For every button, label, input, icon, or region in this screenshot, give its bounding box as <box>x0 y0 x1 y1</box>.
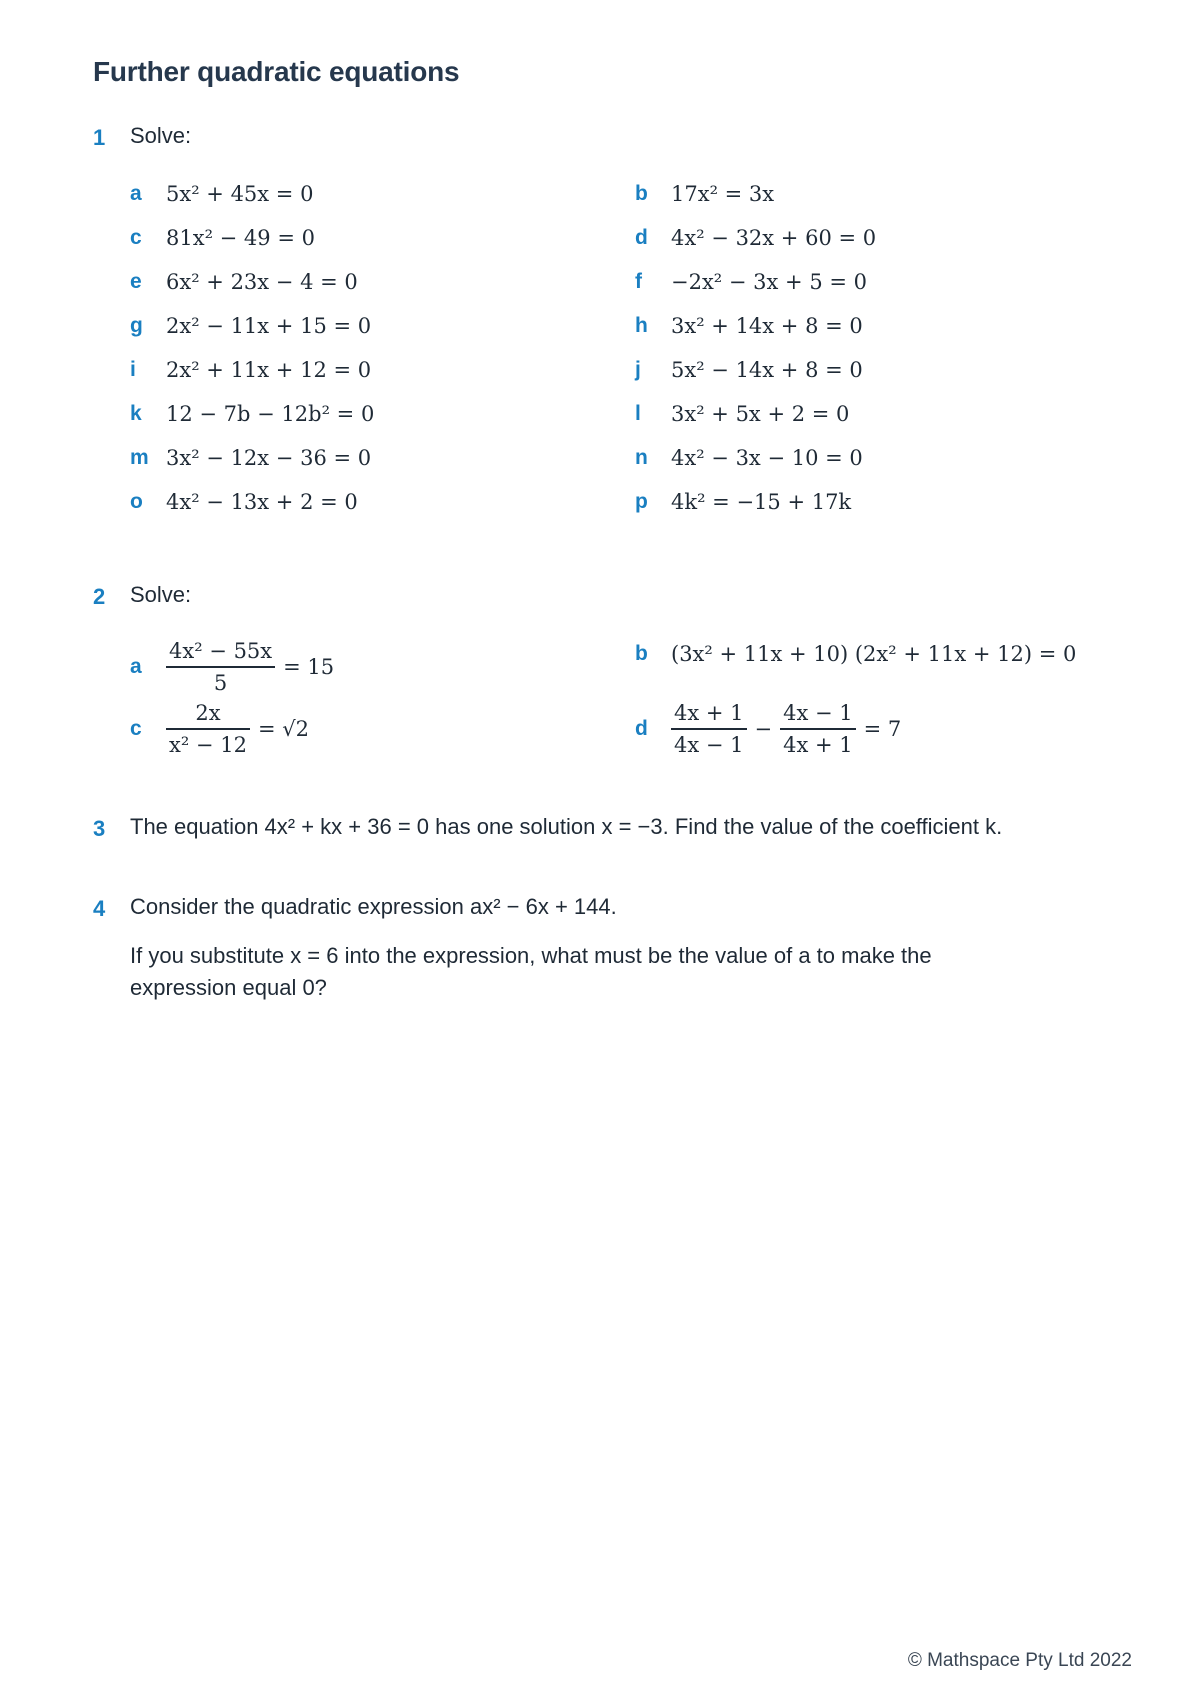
part-label: m <box>130 446 149 469</box>
fraction-1 <box>671 698 747 760</box>
question-1-part-o <box>130 486 358 518</box>
right-hand-side: = √2 <box>257 717 309 741</box>
question-1-part-m <box>130 442 371 474</box>
part-label: h <box>635 314 648 337</box>
question-1-number: 1 <box>93 125 106 150</box>
equation: 6x² + 23x − 4 = 0 <box>166 270 358 294</box>
part-label: l <box>635 402 641 425</box>
question-3-number: 3 <box>93 816 106 841</box>
right-hand-side: = 15 <box>283 655 335 679</box>
question-1-part-a <box>130 178 313 210</box>
part-label: g <box>130 314 143 337</box>
equation: 5x² + 45x = 0 <box>166 182 314 206</box>
numerator: 4x + 1 <box>674 701 744 725</box>
question-2-part-d <box>635 698 909 760</box>
denominator: 4x − 1 <box>674 733 744 757</box>
equation: 4x² − 13x + 2 = 0 <box>166 490 358 514</box>
equation: 3x² + 14x + 8 = 0 <box>671 314 863 338</box>
part-label: c <box>130 226 142 249</box>
question-1-part-c <box>130 222 315 254</box>
question-1-part-k <box>130 398 374 430</box>
part-label: c <box>130 717 142 740</box>
right-hand-side: = 7 <box>863 717 902 741</box>
equation: 81x² − 49 = 0 <box>166 226 315 250</box>
fraction <box>166 636 275 698</box>
part-label: d <box>635 717 648 740</box>
numerator: 4x − 1 <box>783 701 853 725</box>
equation: 17x² = 3x <box>671 182 775 206</box>
equation: 4k² = −15 + 17k <box>671 490 852 514</box>
question-1-part-g <box>130 310 371 342</box>
part-label: b <box>635 642 648 665</box>
part-label: i <box>130 358 136 381</box>
equation: 2x² − 11x + 15 = 0 <box>166 314 372 338</box>
question-2-number: 2 <box>93 584 106 609</box>
question-4-line-2: If you substitute x = 6 into the expression, what must be the value of a to make the <box>130 943 932 968</box>
part-label: f <box>635 270 642 293</box>
part-label: e <box>130 270 142 293</box>
part-label: d <box>635 226 648 249</box>
equation: −2x² − 3x + 5 = 0 <box>671 270 867 294</box>
equation: 12 − 7b − 12b² = 0 <box>166 402 375 426</box>
part-label: a <box>130 655 142 678</box>
question-1-part-i <box>130 354 371 386</box>
part-label: k <box>130 402 142 425</box>
denominator: 4x + 1 <box>783 733 853 757</box>
minus-sign: − <box>754 717 773 741</box>
part-label: j <box>635 358 641 381</box>
fraction-2 <box>780 698 856 760</box>
equation: 5x² − 14x + 8 = 0 <box>671 358 863 382</box>
equation: 3x² − 12x − 36 = 0 <box>166 446 372 470</box>
copyright-footer: © Mathspace Pty Ltd 2022 <box>907 1650 1132 1671</box>
question-3-text: The equation 4x² + kx + 36 = 0 has one solution x = −3. Find the value of the coefficient k. <box>130 814 1003 839</box>
part-label: n <box>635 446 648 469</box>
equation: (3x² + 11x + 10) (2x² + 11x + 12) = 0 <box>671 642 1077 666</box>
question-4-line-1: Consider the quadratic expression ax² − 6x + 144. <box>130 894 617 919</box>
question-1-prompt: Solve: <box>130 123 192 148</box>
part-label: a <box>130 182 142 205</box>
question-4-number: 4 <box>93 896 106 921</box>
question-2-part-c <box>130 698 317 760</box>
denominator: x² − 12 <box>169 733 247 757</box>
denominator: 5 <box>213 671 228 695</box>
equation: 3x² + 5x + 2 = 0 <box>671 402 850 426</box>
equation: 2x² + 11x + 12 = 0 <box>166 358 372 382</box>
part-label: o <box>130 490 143 513</box>
fraction <box>166 698 250 760</box>
numerator: 4x² − 55x <box>169 639 273 663</box>
part-label: b <box>635 182 648 205</box>
question-2-part-b <box>635 638 1076 670</box>
question-1-part-e <box>130 266 358 298</box>
equation: 4x² − 3x − 10 = 0 <box>671 446 863 470</box>
question-1-part-f <box>635 266 867 298</box>
question-1-part-p <box>635 486 851 518</box>
question-1-part-n <box>635 442 863 474</box>
question-1-part-l <box>635 398 849 430</box>
page-title: Further quadratic equations <box>93 56 460 87</box>
question-1-part-d <box>635 222 876 254</box>
equation: 4x² − 32x + 60 = 0 <box>671 226 877 250</box>
part-label: p <box>635 490 648 513</box>
question-4-line-3: expression equal 0? <box>130 975 327 1000</box>
question-2-prompt: Solve: <box>130 582 192 607</box>
numerator: 2x <box>195 701 221 725</box>
question-1-part-j <box>635 354 863 386</box>
question-1-part-b <box>635 178 774 210</box>
question-2-part-a <box>130 636 342 698</box>
question-1-part-h <box>635 310 863 342</box>
